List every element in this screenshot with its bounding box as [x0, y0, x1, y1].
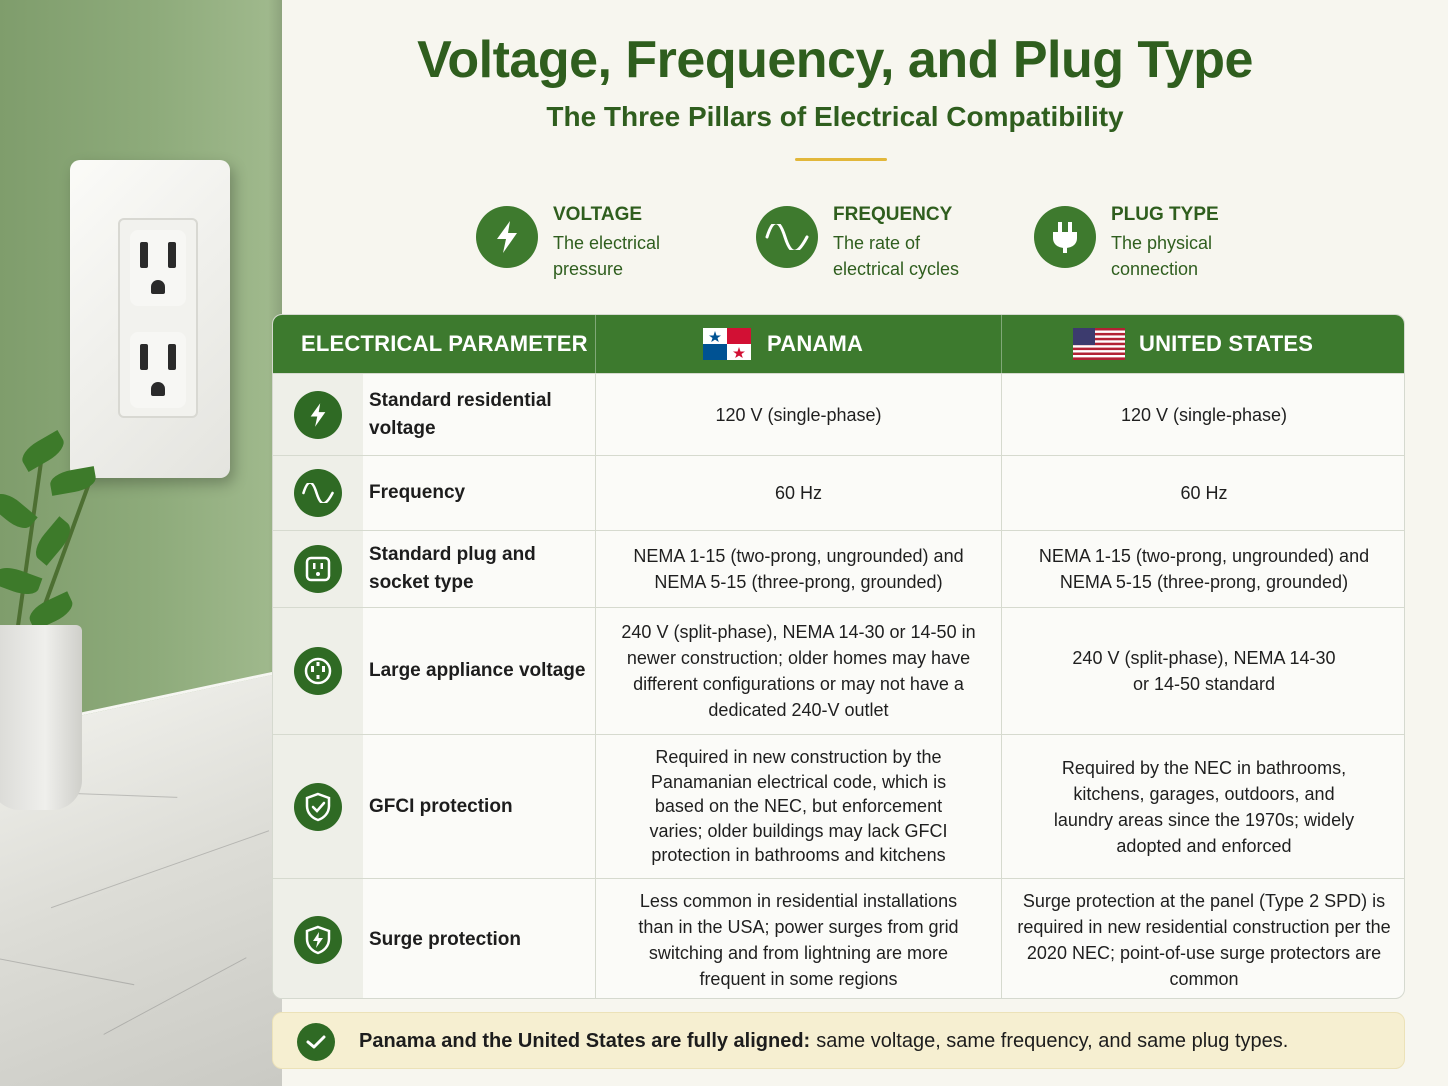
row-label: Surge protection [369, 928, 522, 950]
shield-bolt-icon [294, 916, 342, 964]
header-united-states: UNITED STATES [1139, 331, 1314, 356]
check-circle-icon [297, 1023, 335, 1061]
table-row [273, 373, 1405, 455]
table-row [273, 607, 1405, 734]
table-row [273, 530, 1405, 607]
pillar-voltage [476, 200, 716, 290]
sine-wave-icon [756, 206, 818, 268]
pillar-description: The physical connection [1111, 233, 1213, 279]
us-value: Required by the NEC in bathrooms, kitchens, garages, outdoors, and laundry areas since the 1970s; widely adopted and enforced [1053, 757, 1355, 856]
us-value: 240 V (split-phase), NEMA 14-30 or 14-50 standard [1072, 648, 1336, 694]
page-subtitle: The Three Pillars of Electrical Compatibility [546, 101, 1124, 132]
outlet-receptacle-top [130, 230, 186, 306]
main-content [282, 0, 1448, 1086]
sine-wave-icon [294, 469, 342, 517]
panama-value: 240 V (split-phase), NEMA 14-30 or 14-50 in newer construction; older homes may have different configurations or may not have a dedicated 240-V outlet [621, 622, 976, 720]
panama-value: 60 Hz [774, 483, 823, 503]
table-row [273, 455, 1405, 530]
row-label: Frequency [369, 482, 466, 503]
outlet-receptacle-bottom [130, 332, 186, 408]
us-value: 120 V (single-phase) [1120, 404, 1288, 425]
title-divider [795, 158, 887, 161]
table-row [273, 734, 1405, 878]
wall-outlet-photo [0, 0, 282, 1086]
socket-icon [294, 545, 342, 593]
plug-icon [1034, 206, 1096, 268]
us-value: 60 Hz [1180, 483, 1228, 503]
table-row [273, 878, 1405, 999]
table-header [273, 315, 1405, 373]
us-value: Surge protection at the panel (Type 2 SPD) is required in new residential construction per the 2020 NEC; point-of-use surge protectors are common [1017, 890, 1391, 989]
pillar-frequency [756, 200, 996, 290]
page-title: Voltage, Frequency, and Plug Type [417, 31, 1253, 89]
pillar-description: The rate of electrical cycles [833, 233, 960, 279]
panama-flag-icon [703, 315, 751, 373]
note-text [359, 1013, 1288, 1070]
plant-pot [0, 625, 82, 810]
us-flag-icon [1073, 315, 1125, 373]
wall-outlet-plate [70, 160, 230, 478]
header-panama: PANAMA [767, 331, 864, 356]
row-label: Standard residential voltage [369, 389, 552, 439]
panama-value: NEMA 1-15 (two-prong, ungrounded) and NEMA 5-15 (three-prong, grounded) [633, 546, 964, 592]
note-body-text: same voltage, same frequency, and same plug types. [816, 1030, 1289, 1052]
pillar-title: PLUG TYPE [1111, 204, 1219, 225]
row-label: Standard plug and socket type [369, 544, 536, 593]
us-value: NEMA 1-15 (two-prong, ungrounded) and NEMA 5-15 (three-prong, grounded) [1038, 546, 1370, 592]
note-bold-text: Panama and the United States are fully aligned: [359, 1030, 811, 1052]
pillar-title: VOLTAGE [553, 204, 643, 225]
large-outlet-icon [294, 647, 342, 695]
pillar-description: The electrical pressure [553, 233, 661, 279]
header-parameter: ELECTRICAL PARAMETER [301, 331, 588, 356]
shield-check-icon [294, 783, 342, 831]
alignment-note [272, 1012, 1405, 1069]
row-label: Large appliance voltage [369, 660, 586, 681]
pillar-title: FREQUENCY [833, 204, 953, 225]
panama-value: Less common in residential installations than in the USA; power surges from grid switching and from lightning are more frequent in some regions [638, 890, 959, 989]
pillar-plug-type [1034, 200, 1274, 290]
lightning-bolt-icon [476, 206, 538, 268]
panama-value: 120 V (single-phase) [715, 404, 882, 425]
comparison-table [272, 314, 1405, 999]
panama-value: Required in new construction by the Panamanian electrical code, which is based on the NEC, but enforcement varies; older buildings may lack GFCI protection in bathrooms and kitchens [649, 747, 948, 866]
lightning-bolt-icon [294, 391, 342, 439]
row-label: GFCI protection [369, 795, 513, 817]
